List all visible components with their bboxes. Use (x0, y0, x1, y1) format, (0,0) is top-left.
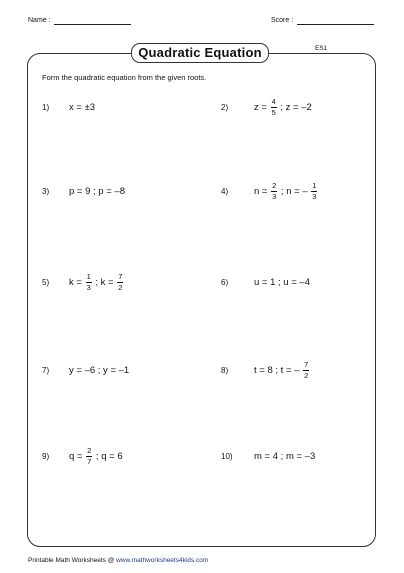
fraction-numerator: 2 (272, 181, 277, 190)
root-text: p = 9 ; p = –8 (69, 185, 125, 197)
fraction (311, 182, 317, 200)
worksheet-title: Quadratic Equation (131, 43, 269, 63)
fraction (271, 98, 277, 116)
score-label: Score : (271, 17, 294, 24)
footer-link[interactable]: www.mathworksheets4kids.com (116, 557, 209, 564)
problem-roots (69, 446, 123, 466)
problem-number: 9) (42, 452, 50, 461)
root-text: k = (69, 276, 85, 288)
fraction-denominator: 2 (118, 282, 123, 292)
fraction-numerator: 4 (271, 97, 276, 106)
score-field[interactable] (297, 24, 374, 25)
problem-roots (254, 360, 310, 380)
fraction-denominator: 3 (86, 282, 91, 292)
problem-roots (254, 181, 318, 201)
fraction (303, 361, 309, 379)
fraction-numerator: 7 (304, 360, 309, 369)
root-text: y = –6 ; y = –1 (69, 364, 130, 376)
problem-roots (254, 446, 315, 466)
problem-number: 2) (221, 103, 229, 112)
problem-number: 4) (221, 187, 229, 196)
problem-number: 3) (42, 187, 50, 196)
fraction (117, 273, 123, 291)
problem-roots (254, 97, 312, 117)
problem-number: 5) (42, 278, 50, 287)
root-text: ; n = – (278, 185, 311, 197)
root-text: ; z = –2 (277, 101, 312, 113)
fraction-denominator: 3 (312, 191, 317, 201)
root-text: q = (69, 450, 86, 462)
footer-credit (28, 557, 208, 564)
fraction-numerator: 1 (86, 272, 91, 281)
root-text: n = (254, 185, 271, 197)
worksheet-frame (27, 53, 376, 547)
instructions: Form the quadratic equation from the given roots. (42, 73, 207, 82)
fraction-numerator: 7 (118, 272, 123, 281)
root-text: z = (254, 101, 270, 113)
fraction-numerator: 2 (87, 446, 92, 455)
fraction-denominator: 2 (304, 370, 309, 380)
root-text: u = 1 ; u = –4 (254, 276, 310, 288)
fraction (271, 182, 277, 200)
fraction (86, 273, 92, 291)
problem-roots (69, 272, 124, 292)
problem-roots (69, 97, 95, 117)
root-text: x = ±3 (69, 101, 96, 113)
problem-roots (69, 181, 125, 201)
problem-roots (69, 360, 129, 380)
root-text: ; k = (92, 276, 117, 288)
problem-number: 10) (221, 452, 233, 461)
problem-number: 7) (42, 366, 50, 375)
root-text: ; q = 6 (93, 450, 123, 462)
fraction (86, 447, 92, 465)
fraction-denominator: 7 (87, 456, 92, 466)
problem-number: 6) (221, 278, 229, 287)
root-text: t = 8 ; t = – (254, 364, 303, 376)
footer-prefix: Printable Math Worksheets @ (28, 557, 117, 564)
problem-roots (254, 272, 310, 292)
name-field[interactable] (54, 24, 131, 25)
problem-number: 1) (42, 103, 50, 112)
name-label: Name : (28, 17, 51, 24)
worksheet-code: ES1 (315, 45, 328, 52)
root-text: m = 4 ; m = –3 (254, 450, 316, 462)
problem-number: 8) (221, 366, 229, 375)
fraction-numerator: 1 (312, 181, 317, 190)
fraction-denominator: 3 (272, 191, 277, 201)
fraction-denominator: 5 (271, 107, 276, 117)
